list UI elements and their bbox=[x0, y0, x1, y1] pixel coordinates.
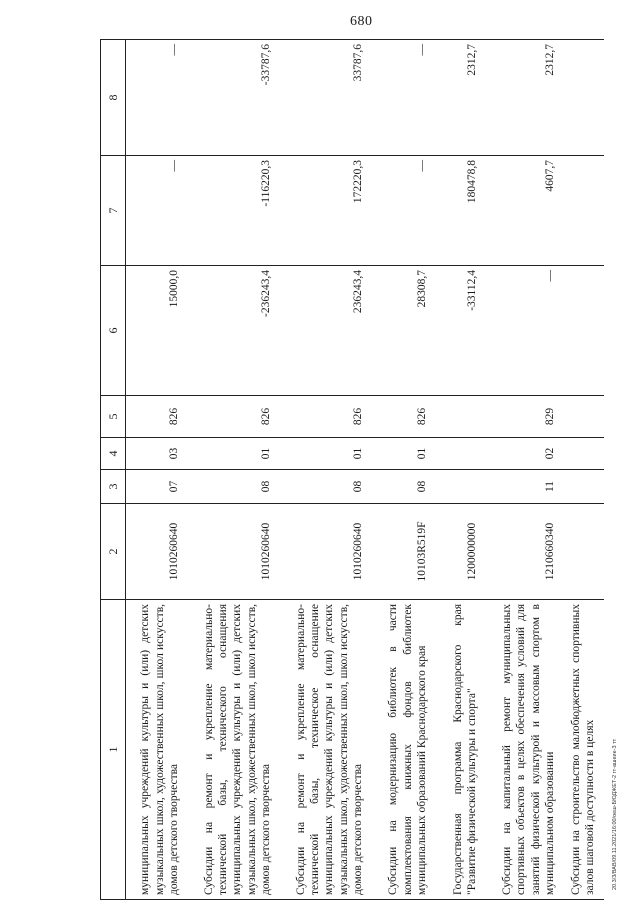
row-org-code: 826 bbox=[372, 396, 436, 438]
row-description: Субсидии на модернизацию библиотек в части комплектования книжных фондов библиотек муниципальных образований Краснодарского края bbox=[372, 600, 436, 900]
row-section: 08 bbox=[372, 470, 436, 504]
table-row bbox=[372, 40, 436, 900]
row-amount-col8: — bbox=[126, 40, 188, 156]
row-org-code: 826 bbox=[126, 396, 188, 438]
row-amount-col7: 172220,3 bbox=[280, 156, 372, 266]
table-header-row bbox=[101, 40, 126, 900]
row-amount-col8: -33787,6 bbox=[188, 40, 280, 156]
row-section: 08 bbox=[188, 470, 280, 504]
header-col-5: 5 bbox=[101, 396, 126, 438]
row-org-code: 826 bbox=[188, 396, 280, 438]
row-amount-col8 bbox=[564, 40, 604, 156]
row-target-code: 1010260640 bbox=[280, 504, 372, 600]
row-amount-col6: 236243,4 bbox=[280, 266, 372, 396]
row-description: Субсидии на капитальный ремонт муниципальных спортивных объектов в целях обеспечения условий для занятий физической культурой и массовым спортом в муниципальном образовании bbox=[486, 600, 564, 900]
page-number: 680 bbox=[350, 14, 373, 29]
budget-table-frame bbox=[100, 40, 597, 900]
row-section: 11 bbox=[486, 470, 564, 504]
row-section bbox=[564, 470, 604, 504]
row-org-code bbox=[564, 396, 604, 438]
row-subsection: 03 bbox=[126, 438, 188, 470]
row-amount-col7: — bbox=[126, 156, 188, 266]
header-col-4: 4 bbox=[101, 438, 126, 470]
header-col-7: 7 bbox=[101, 156, 126, 266]
row-amount-col7: — bbox=[372, 156, 436, 266]
document-footer-note: 20.3/3/ВАВ/09.11.2021/16:00/оеш-БЮДЖЕТ-2 гт-ашеие-3 тт bbox=[612, 738, 618, 890]
row-amount-col6: -33112,4 bbox=[436, 266, 486, 396]
table-row bbox=[126, 40, 188, 900]
row-target-code: 10103R519F bbox=[372, 504, 436, 600]
row-amount-col8: 33787,6 bbox=[280, 40, 372, 156]
row-amount-col6: -236243,4 bbox=[188, 266, 280, 396]
row-section: 08 bbox=[280, 470, 372, 504]
row-amount-col6: 28308,7 bbox=[372, 266, 436, 396]
table-row bbox=[564, 40, 604, 900]
row-amount-col6: — bbox=[486, 266, 564, 396]
row-target-code: 1210660340 bbox=[486, 504, 564, 600]
row-description: муниципальных учреждений культуры и (или) детских музыкальных школ, художественных школ, школ искусств, домов детского творчества bbox=[126, 600, 188, 900]
row-amount-col8: 2312,7 bbox=[436, 40, 486, 156]
row-target-code bbox=[564, 504, 604, 600]
row-subsection: 02 bbox=[486, 438, 564, 470]
header-col-3: 3 bbox=[101, 470, 126, 504]
row-target-code: 1200000000 bbox=[436, 504, 486, 600]
row-subsection bbox=[564, 438, 604, 470]
row-amount-col8: — bbox=[372, 40, 436, 156]
budget-table bbox=[100, 39, 604, 900]
row-section bbox=[436, 470, 486, 504]
row-amount-col7: 180478,8 bbox=[436, 156, 486, 266]
header-col-8: 8 bbox=[101, 40, 126, 156]
row-amount-col6 bbox=[564, 266, 604, 396]
row-amount-col7: -116220,3 bbox=[188, 156, 280, 266]
table-row bbox=[280, 40, 372, 900]
row-description: Государственная программа Краснодарского края "Развитие физической культуры и спорта" bbox=[436, 600, 486, 900]
row-amount-col7: 4607,7 bbox=[486, 156, 564, 266]
header-col-6: 6 bbox=[101, 266, 126, 396]
row-subsection: 01 bbox=[280, 438, 372, 470]
row-target-code: 1010260640 bbox=[126, 504, 188, 600]
row-org-code bbox=[436, 396, 486, 438]
row-subsection: 01 bbox=[188, 438, 280, 470]
table-row bbox=[486, 40, 564, 900]
row-subsection bbox=[436, 438, 486, 470]
row-amount-col6: 15000,0 bbox=[126, 266, 188, 396]
row-amount-col7 bbox=[564, 156, 604, 266]
row-org-code: 826 bbox=[280, 396, 372, 438]
row-description: Субсидии на ремонт и укрепление материально-технической базы, техническое оснащение муниципальных учреждений культуры и (или) детских музыкальных школ, художественных школ, школ искусств, домов детского творчества bbox=[280, 600, 372, 900]
row-amount-col8: 2312,7 bbox=[486, 40, 564, 156]
header-col-1: 1 bbox=[101, 600, 126, 900]
table-row bbox=[436, 40, 486, 900]
row-target-code: 1010260640 bbox=[188, 504, 280, 600]
row-description: Субсидии на строительство малобюджетных спортивных залов шаговой доступности в целях bbox=[564, 600, 604, 900]
row-subsection: 01 bbox=[372, 438, 436, 470]
table-row bbox=[188, 40, 280, 900]
row-org-code: 829 bbox=[486, 396, 564, 438]
header-col-2: 2 bbox=[101, 504, 126, 600]
row-description: Субсидии на ремонт и укрепление материально-технической базы, технического оснащения муниципальных учреждений культуры и (или) детских музыкальных школ, художественных школ, школ искусств, домов детского творчества bbox=[188, 600, 280, 900]
row-section: 07 bbox=[126, 470, 188, 504]
